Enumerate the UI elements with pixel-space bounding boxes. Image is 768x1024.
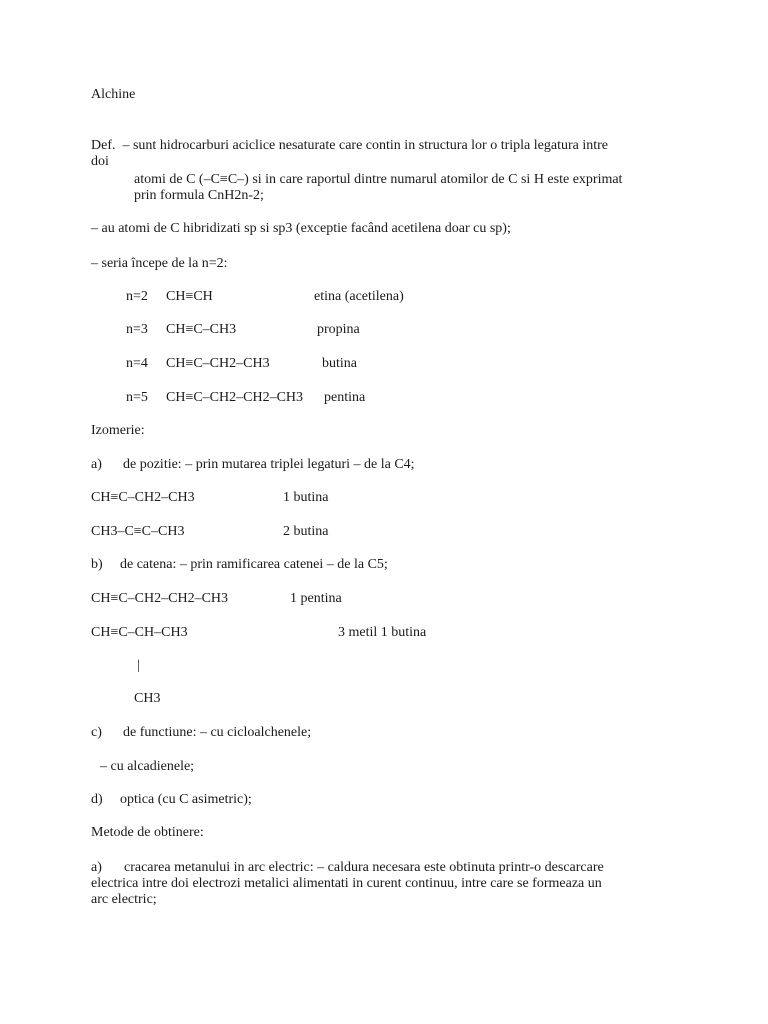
series-formula: CH≡C–CH3 <box>166 322 237 337</box>
series-formula: CH≡CH <box>166 289 213 304</box>
series-n: n=3 <box>126 322 148 337</box>
series-name: butina <box>322 356 357 371</box>
series-n: n=5 <box>126 390 148 405</box>
optical-label: d) <box>91 792 103 807</box>
document-title: Alchine <box>91 87 136 102</box>
function-text-2: – cu alcadienele; <box>100 759 195 774</box>
branch-group: CH3 <box>134 691 161 706</box>
series-formula: CH≡C–CH2–CH2–CH3 <box>166 390 304 405</box>
optical-text: optica (cu C asimetric); <box>120 792 252 807</box>
isomer-formula: CH3–C≡C–CH3 <box>91 524 185 539</box>
series-intro: – seria începe de la n=2: <box>91 256 228 271</box>
definition-line-3: atomi de C (–C≡C–) si in care raportul dintre numarul atomilor de C si H este exprimat <box>134 172 623 187</box>
series-name: etina (acetilena) <box>314 289 404 304</box>
chain-text: de catena: – prin ramificarea catenei – de la C5; <box>120 557 388 572</box>
position-text: de pozitie: – prin mutarea triplei legaturi – de la C4; <box>123 457 415 472</box>
series-name: pentina <box>324 390 366 405</box>
series-n: n=2 <box>126 289 148 304</box>
method-a-line-3: arc electric; <box>91 892 157 907</box>
function-text: de functiune: – cu cicloalchenele; <box>123 725 312 740</box>
method-a-label: a) <box>91 860 102 875</box>
isomer-name: 3 metil 1 butina <box>338 625 427 640</box>
isomer-formula: CH≡C–CH–CH3 <box>91 625 188 640</box>
series-name: propina <box>317 322 360 337</box>
series-formula: CH≡C–CH2–CH3 <box>166 356 270 371</box>
isomer-formula: CH≡C–CH2–CH2–CH3 <box>91 591 229 606</box>
hybridization-text: – au atomi de C hibridizati sp si sp3 (exceptie facând acetilena doar cu sp); <box>91 221 511 236</box>
branch-bond: | <box>137 658 140 673</box>
definition-line-2: doi <box>91 154 109 169</box>
series-n: n=4 <box>126 356 148 371</box>
method-a-line-1: cracarea metanului in arc electric: – caldura necesara este obtinuta printr-o descarcare <box>124 860 604 875</box>
isomer-name: 1 pentina <box>290 591 342 606</box>
isomerism-heading: Izomerie: <box>91 423 145 438</box>
isomer-name: 2 butina <box>283 524 329 539</box>
method-a-line-2: electrica intre doi electrozi metalici alimentati in curent continuu, intre care se formeaza un <box>91 876 602 891</box>
definition-line-1: Def. – sunt hidrocarburi aciclice nesaturate care contin in structura lor o tripla legatura intre <box>91 138 609 153</box>
isomer-name: 1 butina <box>283 490 329 505</box>
methods-heading: Metode de obtinere: <box>91 825 204 840</box>
isomer-formula: CH≡C–CH2–CH3 <box>91 490 195 505</box>
definition-line-4: prin formula CnH2n-2; <box>134 188 264 203</box>
function-label: c) <box>91 725 102 740</box>
position-label: a) <box>91 457 102 472</box>
chain-label: b) <box>91 557 103 572</box>
